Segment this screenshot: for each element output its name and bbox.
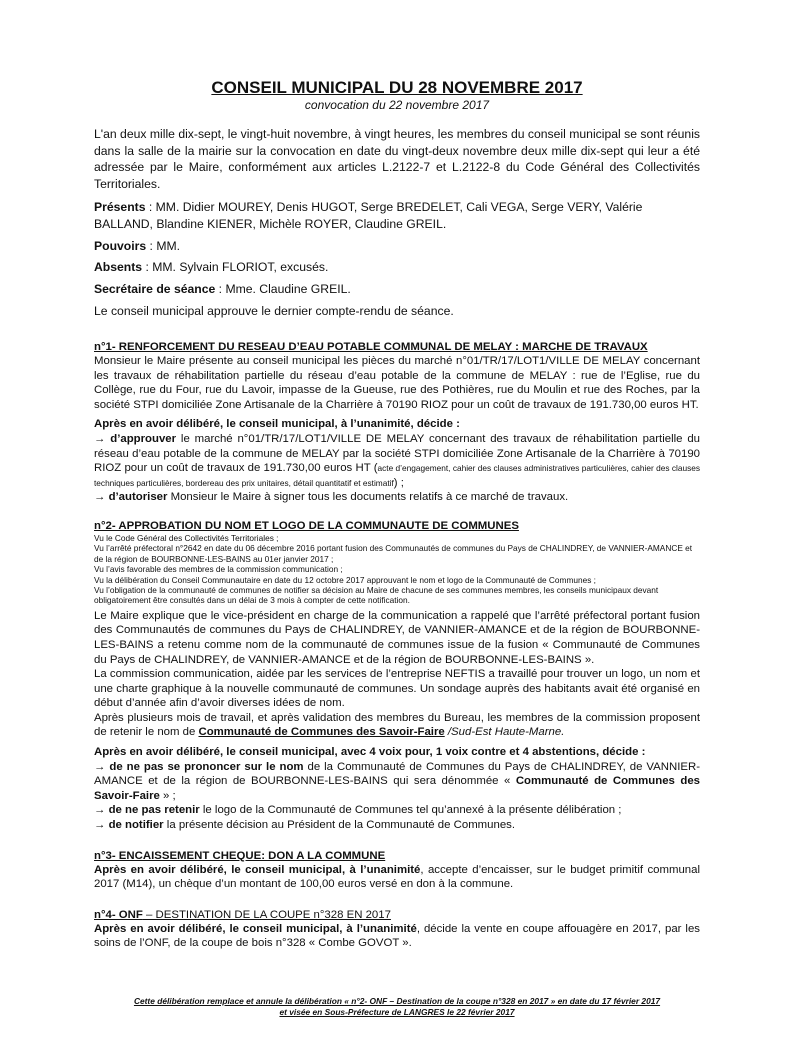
arrow-icon: → (94, 819, 106, 832)
section-2-decision-3 (94, 818, 700, 833)
section-3-title: n°3- ENCAISSEMENT CHEQUE: DON A LA COMMUNE (94, 849, 386, 862)
footer-note (94, 996, 700, 1018)
decision-verb: de ne pas retenir (108, 804, 200, 817)
section-2-paragraph-3 (94, 711, 700, 740)
absents-label: Absents (94, 260, 143, 275)
presents-line (94, 199, 700, 232)
section-2-decision-1 (94, 760, 700, 804)
decision-verb: de notifier (108, 819, 164, 832)
footer-line-1: Cette délibération remplace et annule la délibération « n°2- ONF – Destination de la coupe n°328 en 2017 » en date du 17 février 2017 (133, 996, 661, 1006)
vu-line: Vu l’obligation de la communauté de communes de notifier sa décision au Maire de chacune de ses communes membres, les conseils municipaux devant obligatoirement être consultés dans un délai de 3 mois à compter de cette notification. (94, 584, 659, 606)
pouvoirs-text: : MM. (146, 238, 181, 253)
footer-line-2: et visée en Sous-Préfecture de LANGRES le 22 février 2017 (279, 1007, 515, 1017)
section-1-title: n°1- RENFORCEMENT DU RESEAU D’EAU POTABLE COMMUNAL DE MELAY : MARCHE DE TRAVAUX (94, 340, 648, 353)
absents-text: : MM. Sylvain FLORIOT, excusés. (142, 260, 329, 275)
decision-text-bold: Après en avoir délibéré, le conseil municipal, à l’unanimité (94, 922, 417, 935)
arrow-icon: → (94, 760, 106, 773)
section-3-body (94, 863, 700, 892)
section-3 (94, 849, 700, 892)
decision-end: ) ; (393, 476, 404, 489)
intro-paragraph: L'an deux mille dix-sept, le vingt-huit novembre, à vingt heures, les membres du conseil municipal se sont réunis dans la salle de la mairie sur la convocation en date du vingt-deux novembre deux mille dix-sept qui leur a été adressée par le Maire, conformément aux articles L.2122-7 et L.2122-8 du Code Général des Collectivités Territoriales. (94, 127, 700, 191)
decision-text: de la Communauté de Communes du Pays de CHALINDREY, de VANNIER-AMANCE et de la région de BOURBONNE-LES-BAINS qui sera dénommée « (94, 760, 700, 788)
proposed-name: Communauté de Communes des Savoir-Faire (198, 726, 445, 739)
section-1-decision: Après en avoir délibéré, le conseil municipal, à l’unanimité, décide : (94, 418, 460, 431)
decision-verb: d’approuver (110, 432, 177, 445)
approval-line: Le conseil municipal approuve le dernier compte-rendu de séance. (94, 304, 454, 319)
vu-line: Vu l’arrêté préfectoral n°2642 en date du 06 décembre 2016 portant fusion des Communautés de communes du Pays de CHALINDREY, de VANNIER-AMANCE et de la région de BOURBONNE-LES-BAINS au 01er janvier 2017 ; (94, 543, 693, 564)
section-1 (94, 340, 700, 505)
proposed-name-tail: /Sud-Est Haute-Marne. (444, 726, 565, 739)
presents-label: Présents (94, 200, 146, 215)
section-2 (94, 519, 700, 833)
decision-text: le logo de la Communauté de Communes tel qu’annexé à la présente délibération ; (199, 804, 622, 817)
secretaire-label: Secrétaire de séance (94, 281, 216, 296)
section-4-title (94, 908, 700, 922)
decision-name: Communauté de Communes des Savoir-Faire (94, 775, 701, 802)
decision-text: le marché n°01/TR/17/LOT1/VILLE DE MELAY concernant des travaux de réhabilitation partielle du réseau d’eau potable de la commune de MELAY par la société STPI domiciliée Zone Artisanale de la Charrière à 70190 RIOZ pour un coût de travaux de 191.730,00 euros HT ( (94, 432, 700, 475)
decision-text: , décide la vente en coupe affouagère en 2017, par les soins de l’ONF, de la coupe de bois n°328 « Combe GOVOT ». (94, 922, 700, 950)
section-2-decision-2 (94, 803, 700, 818)
absents-line (94, 259, 700, 276)
section-4-title-a: n°4- ONF (94, 908, 143, 921)
section-2-paragraph-2: La commission communication, aidée par les services de l’entreprise NEFTIS a travaillé pour trouver un logo, un nom et une charte graphique à la nouvelle communauté de communes. Un sondage auprès des habitants avait été organisé en début d’année afin d’avoir diverses idées de nom. (94, 668, 700, 710)
vu-line: Vu le Code Général des Collectivités Territoriales ; (94, 532, 279, 543)
page-title: CONSEIL MUNICIPAL DU 28 NOVEMBRE 2017 (211, 78, 583, 97)
arrow-icon: → (94, 432, 106, 445)
document-page (94, 78, 700, 951)
section-4-title-b: – DESTINATION DE LA COUPE n°328 EN 2017 (142, 908, 391, 921)
decision-text: la présente décision au Président de la Communauté de Communes. (163, 819, 516, 832)
section-4-body (94, 922, 700, 951)
decision-verb: d’autoriser (108, 491, 168, 504)
page-subtitle: convocation du 22 novembre 2017 (304, 98, 490, 112)
section-1-decision-2 (94, 490, 700, 505)
section-2-decision: Après en avoir délibéré, le conseil municipal, avec 4 voix pour, 1 voix contre et 4 abstentions, décide : (94, 746, 646, 759)
secretaire-line (94, 281, 700, 298)
pouvoirs-label: Pouvoirs (94, 238, 147, 253)
paragraph-text: Après plusieurs mois de travail, et après validation des membres du Bureau, les membres de la commission proposent de retenir le nom de (94, 711, 700, 739)
secretaire-text: : Mme. Claudine GREIL. (215, 281, 351, 296)
decision-text: , accepte d’encaisser, sur le budget primitif communal 2017 (M14), un chèque d’un montant de 100,00 euros versé en don à la commune. (94, 863, 700, 891)
section-1-decision-1 (94, 432, 700, 490)
decision-text-bold: Après en avoir délibéré, le conseil municipal, à l’unanimité (94, 863, 421, 876)
decision-small-text: acte d’engagement, cahier des clauses administratives particulières, cahier des clauses techniques particulières, bordereau des prix unitaires, détail quantitatif et estimatif (94, 463, 701, 488)
vu-line: Vu l’avis favorable des membres de la commission communication ; (94, 564, 343, 575)
section-1-body: Monsieur le Maire présente au conseil municipal les pièces du marché n°01/TR/17/LOT1/VILLE DE MELAY concernant les travaux de réhabilitation partielle du réseau d’eau potable de la commune de MELAY : rue de l’Eglise, rue du Collège, rue du Four, rue du Lavoir, impasse de la Gueuse, rue des Pothières, rue du Moulin et rue des Roches, par la société STPI domiciliée Zone Artisanale de la Charrière à 70190 RIOZ pour un coût de travaux de 191.730,00 euros HT. (94, 354, 700, 411)
arrow-icon: → (94, 804, 106, 817)
arrow-icon: → (94, 491, 106, 504)
decision-text: Monsieur le Maire à signer tous les documents relatifs à ce marché de travaux. (167, 491, 569, 504)
presents-text: : MM. Didier MOUREY, Denis HUGOT, Serge BREDELET, Cali VEGA, Serge VERY, Valérie BALLAND, Blandine KIENER, Michèle ROYER, Claudine GREIL. (94, 200, 643, 231)
pouvoirs-line (94, 238, 700, 255)
section-4 (94, 908, 700, 951)
vu-line: Vu la délibération du Conseil Communautaire en date du 12 octobre 2017 approuvant le nom et logo de la Communauté de Communes ; (94, 574, 596, 585)
section-2-paragraph-1: Le Maire explique que le vice-président en charge de la communication a rappelé que l’arrêté préfectoral portant fusion des Communautés de communes du Pays de CHALINDREY, de VANNIER-AMANCE et de la région de BOURBONNE-LES-BAINS a retenu comme nom de la communauté de communes issue de la fusion « Communauté de Communes du Pays de CHALINDREY, de VANNIER-AMANCE et de la région de BOURBONNE-LES-BAINS ». (94, 609, 700, 666)
decision-end: » ; (159, 789, 176, 802)
decision-verb: de ne pas se prononcer sur le nom (109, 760, 304, 773)
section-2-title: n°2- APPROBATION DU NOM ET LOGO DE LA COMMUNAUTE DE COMMUNES (94, 519, 519, 532)
